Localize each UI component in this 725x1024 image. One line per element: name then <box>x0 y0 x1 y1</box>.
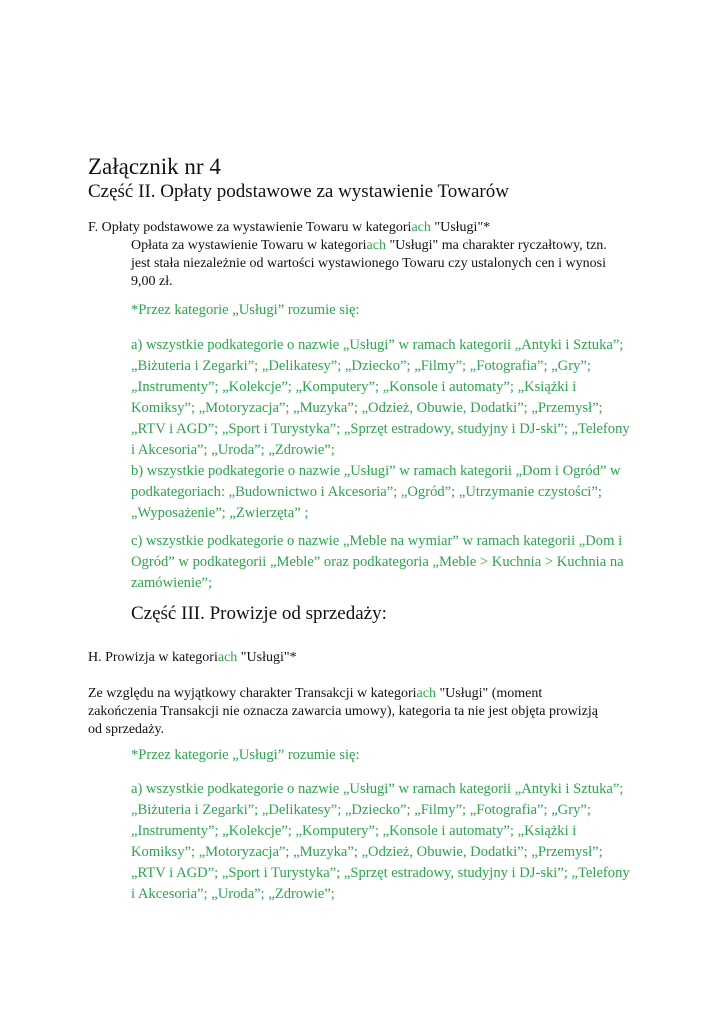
list-line: Komiksy”; „Motoryzacja”; „Muzyka”; „Odzież, Obuwie, Dodatki”; „Przemysł”; <box>131 844 603 860</box>
part2-heading: Część II. Opłaty podstawowe za wystawienie Towarów <box>88 181 509 202</box>
fee-line-1-post: "Usługi" ma charakter ryczałtowy, tzn. <box>385 238 607 253</box>
section-f-heading <box>88 219 490 237</box>
section-f-heading-post: "Usługi"* <box>430 220 491 235</box>
part2-note: *Przez kategorie „Usługi” rozumie się: <box>131 302 360 318</box>
list-line: i Akcesoria”; „Uroda”; „Zdrowie”; <box>131 442 335 458</box>
list-line: a) wszystkie podkategorie o nazwie „Usługi” w ramach kategorii „Antyki i Sztuka”; <box>131 781 624 797</box>
list-line: Ogród” w podkategorii „Meble” oraz podkategoria „Meble > Kuchnia > Kuchnia na <box>131 554 624 570</box>
fee-line-3: 9,00 zł. <box>131 274 173 289</box>
list-line: c) wszystkie podkategorie o nazwie „Meble na wymiar” w ramach kategorii „Dom i <box>131 533 623 549</box>
page-title: Załącznik nr 4 <box>88 154 221 179</box>
part2-list-c <box>131 531 624 594</box>
list-line: Komiksy”; „Motoryzacja”; „Muzyka”; „Odzież, Obuwie, Dodatki”; „Przemysł”; <box>131 400 603 416</box>
part2-list-a <box>131 335 630 461</box>
list-line: „Instrumenty”; „Kolekcje”; „Komputery”; „Konsole i automaty”; „Książki i <box>131 379 577 395</box>
section-h-heading <box>88 649 297 667</box>
list-line: „RTV i AGD”; „Sport i Turystyka”; „Sprzęt estradowy, studyjny i DJ-ski”; „Telefony <box>131 865 630 881</box>
list-line: podkategoriach: „Budownictwo i Akcesoria”; „Ogród”; „Utrzymanie czystości”; <box>131 484 602 500</box>
list-line: zamówienie”; <box>131 575 213 591</box>
section-f-heading-pre: F. Opłaty podstawowe za wystawienie Towaru w kategori <box>88 220 412 235</box>
fee-line-1-pre: Opłata za wystawienie Towaru w kategori <box>131 238 367 253</box>
commission-line-1-pre: Ze względu na wyjątkowy charakter Transakcji w kategori <box>88 686 417 701</box>
section-h-heading-post: "Usługi"* <box>237 650 297 665</box>
section-h-heading-pre: H. Prowizja w kategori <box>88 650 218 665</box>
list-line: „Wyposażenie”; „Zwierzęta” ; <box>131 505 309 521</box>
section-h-heading-highlight: ach <box>217 650 238 665</box>
fee-line-1 <box>131 237 607 255</box>
fee-line-2: jest stała niezależnie od wartości wystawionego Towaru czy ustalonych cen i wynosi <box>131 256 607 271</box>
commission-paragraph <box>88 685 598 739</box>
list-line: „Biżuteria i Zegarki”; „Delikatesy”; „Dziecko”; „Filmy”; „Fotografia”; „Gry”; <box>131 358 591 374</box>
part3-list-a <box>131 779 630 905</box>
part3-heading: Część III. Prowizje od sprzedaży: <box>131 603 387 624</box>
list-line: a) wszystkie podkategorie o nazwie „Usługi” w ramach kategorii „Antyki i Sztuka”; <box>131 337 624 353</box>
part3-note: *Przez kategorie „Usługi” rozumie się: <box>131 747 360 763</box>
section-f-heading-highlight: ach <box>411 220 431 235</box>
commission-line-1-highlight: ach <box>416 686 436 701</box>
fee-paragraph <box>131 237 607 291</box>
list-line: „Instrumenty”; „Kolekcje”; „Komputery”; „Konsole i automaty”; „Książki i <box>131 823 577 839</box>
fee-line-1-highlight: ach <box>366 238 386 253</box>
list-line: „Biżuteria i Zegarki”; „Delikatesy”; „Dziecko”; „Filmy”; „Fotografia”; „Gry”; <box>131 802 591 818</box>
part2-list-b <box>131 461 621 524</box>
commission-line-2: zakończenia Transakcji nie oznacza zawarcia umowy), kategoria ta nie jest objęta prowizją <box>88 704 598 719</box>
list-line: i Akcesoria”; „Uroda”; „Zdrowie”; <box>131 886 335 902</box>
list-line: b) wszystkie podkategorie o nazwie „Usługi” w ramach kategorii „Dom i Ogród” w <box>131 463 621 479</box>
commission-line-1-post: "Usługi" (moment <box>435 686 543 701</box>
list-line: „RTV i AGD”; „Sport i Turystyka”; „Sprzęt estradowy, studyjny i DJ-ski”; „Telefony <box>131 421 630 437</box>
commission-line-1 <box>88 685 598 703</box>
commission-line-3: od sprzedaży. <box>88 722 165 737</box>
